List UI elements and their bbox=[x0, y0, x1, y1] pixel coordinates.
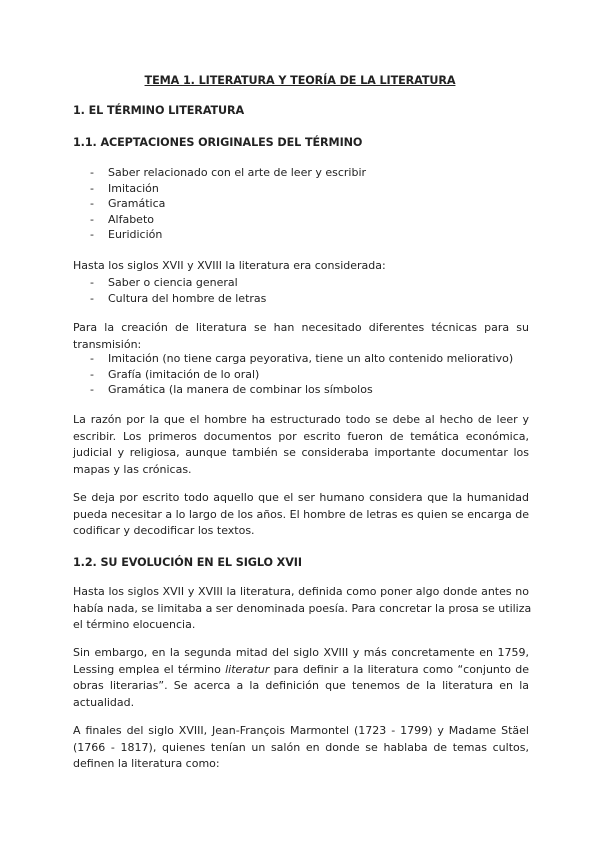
paragraph-line: definen la literatura como: bbox=[73, 757, 220, 770]
list-item: - Gramática bbox=[90, 196, 366, 212]
document-title: TEMA 1. LITERATURA Y TEORÍA DE LA LITERATURA bbox=[144, 74, 456, 87]
list-item: - Saber relacionado con el arte de leer y escribir bbox=[90, 165, 366, 181]
paragraph-line: actualidad. bbox=[73, 695, 135, 709]
paragraph-line: Hasta los siglos XVII y XVIII la literatura era considerada: bbox=[73, 259, 386, 272]
paragraph-2 bbox=[73, 320, 529, 353]
text-run: Lessing emplea el término bbox=[73, 662, 226, 676]
paragraph-line: el término elocuencia. bbox=[73, 618, 196, 631]
list-item: - Grafía (imitación de lo oral) bbox=[90, 367, 513, 383]
paragraph-line: había nada, se limitaba a ser denominada poesía. Para concretar la prosa se utiliza bbox=[73, 601, 532, 615]
paragraph-7 bbox=[73, 723, 529, 773]
paragraph-line: pueda necesitar a lo largo de los años. El hombre de letras es quien se encarga de bbox=[73, 507, 530, 521]
paragraph-line: La razón por la que el hombre ha estructurado todo se debe al hecho de leer y bbox=[73, 413, 529, 426]
paragraph-line: escribir. Los primeros documentos por escrito fueron de temática económica, bbox=[73, 429, 529, 443]
list-item: - Imitación bbox=[90, 181, 366, 197]
paragraph-line: judicial y religiosa, aunque también se consideraba importante documentar los bbox=[73, 446, 529, 459]
paragraph-line: Se deja por escrito todo aquello que el ser humano considera que la humanidad bbox=[73, 491, 529, 504]
paragraph-5 bbox=[73, 584, 532, 634]
paragraph-4 bbox=[73, 490, 529, 540]
paragraph-1 bbox=[73, 258, 529, 275]
list-item: - Alfabeto bbox=[90, 212, 366, 228]
paragraph-line: Hasta los siglos XVII y XVIII la literatura, definida como poner algo donde antes no bbox=[73, 585, 529, 598]
paragraph-line: (1766 - 1817), quienes tenían un salón en donde se hablaba de temas cultos, bbox=[73, 740, 529, 754]
paragraph-line: transmisión: bbox=[73, 337, 142, 351]
paragraph-line: obras literarias”. Se acerca a la definición que tenemos de la literatura en la bbox=[73, 679, 529, 692]
heading-section-1: 1. EL TÉRMINO LITERATURA bbox=[73, 104, 245, 117]
list-item: - Imitación (no tiene carga peyorativa, tiene un alto contenido meliorativo) bbox=[90, 351, 513, 367]
paragraph-line: Sin embargo, en la segunda mitad del siglo XVIII y más concretamente en 1759, bbox=[73, 646, 529, 659]
paragraph-6 bbox=[73, 645, 529, 711]
list-tecnicas bbox=[90, 351, 513, 398]
paragraph-line: codificar y decodificar los textos. bbox=[73, 524, 255, 537]
list-considerada bbox=[90, 275, 266, 306]
paragraph-line: A finales del siglo XVIII, Jean-François Marmontel (1723 - 1799) y Madame Stäel bbox=[73, 724, 529, 737]
paragraph-line: Para la creación de literatura se han necesitado diferentes técnicas para su bbox=[73, 321, 529, 334]
paragraph-line bbox=[73, 662, 529, 679]
list-item: - Gramática (la manera de combinar los símbolos bbox=[90, 382, 513, 398]
text-run: para definir a la literatura como “conjunto de bbox=[269, 662, 529, 676]
heading-section-1-2: 1.2. SU EVOLUCIÓN EN EL SIGLO XVII bbox=[73, 556, 302, 569]
paragraph-line: mapas y las crónicas. bbox=[73, 462, 192, 476]
list-item: - Cultura del hombre de letras bbox=[90, 291, 266, 307]
list-item: - Euridición bbox=[90, 227, 366, 243]
list-aceptaciones bbox=[90, 165, 366, 243]
emphasis-literatur: literatur bbox=[225, 662, 270, 676]
list-item: - Saber o ciencia general bbox=[90, 275, 266, 291]
heading-section-1-1: 1.1. ACEPTACIONES ORIGINALES DEL TÉRMINO bbox=[73, 136, 363, 149]
paragraph-3 bbox=[73, 412, 529, 478]
